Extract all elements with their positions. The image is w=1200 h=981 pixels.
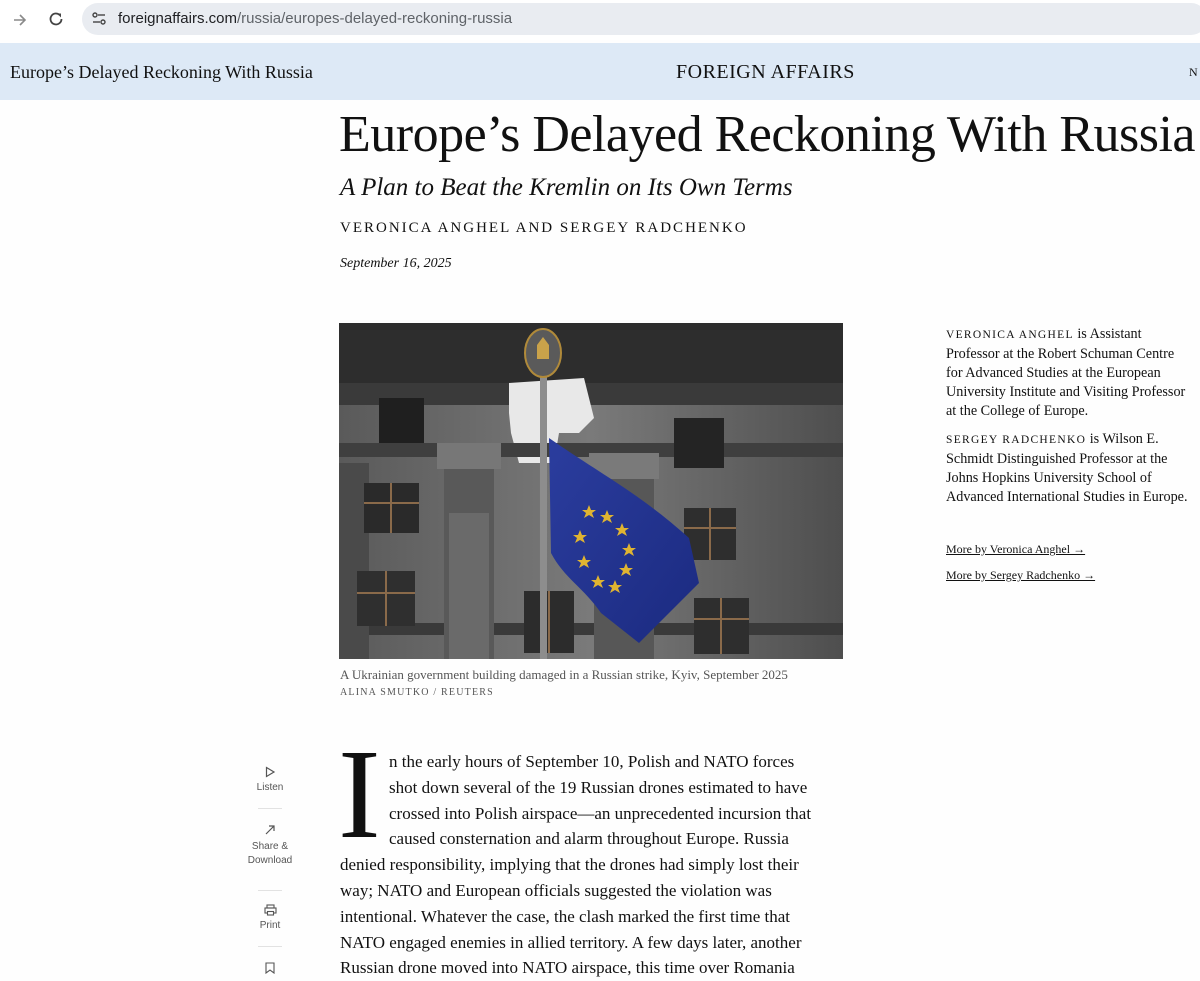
more-by-anghel-link[interactable]: More by Veronica Anghel → bbox=[946, 542, 1086, 556]
listen-label: Listen bbox=[256, 782, 284, 793]
share-download-button[interactable] bbox=[240, 824, 300, 868]
photo-caption: A Ukrainian government building damaged in a Russian strike, Kyiv, September 2025 bbox=[340, 667, 788, 682]
drop-cap: I bbox=[338, 723, 381, 865]
body-line: NATO engaged enemies in allied territory. A few days later, another bbox=[340, 932, 802, 952]
browser-toolbar bbox=[0, 0, 1200, 40]
sticky-site-header bbox=[0, 43, 1200, 100]
bio-name: SERGEY RADCHENKO bbox=[946, 434, 1087, 446]
building-flag-illustration bbox=[339, 323, 843, 659]
share-label: Share & Download bbox=[247, 841, 293, 866]
article-body-paragraph bbox=[340, 749, 840, 981]
bio-text: is Assistant Professor at the Robert Schuman Centre for Advanced Studies at the European University Institute and Visiting Professor at the College of Europe. bbox=[946, 326, 1186, 419]
play-icon bbox=[264, 766, 276, 778]
body-line: intentional. Whatever the case, the clash marked the first time that bbox=[340, 906, 791, 926]
header-article-title: Europe’s Delayed Reckoning With Russia bbox=[10, 62, 313, 82]
bookmark-icon bbox=[265, 962, 275, 974]
site-info-icon[interactable] bbox=[90, 10, 108, 28]
reload-icon[interactable] bbox=[46, 9, 66, 29]
publish-date: September 16, 2025 bbox=[340, 256, 452, 271]
url-text[interactable] bbox=[118, 10, 512, 27]
url-domain: foreignaffairs.com bbox=[118, 10, 237, 27]
tool-divider bbox=[258, 890, 282, 891]
address-bar[interactable] bbox=[82, 3, 1200, 35]
printer-icon bbox=[264, 904, 277, 916]
header-menu-cut[interactable]: N bbox=[1189, 65, 1198, 79]
article-title: Europe’s Delayed Reckoning With Russia bbox=[339, 106, 1196, 163]
listen-button[interactable] bbox=[240, 766, 300, 793]
site-logo[interactable]: FOREIGN AFFAIRS bbox=[676, 61, 855, 83]
body-line: shot down several of the 19 Russian drones estimated to have bbox=[389, 777, 808, 797]
save-button[interactable] bbox=[240, 962, 300, 978]
body-line: Russian drone moved into NATO airspace, this time over Romania bbox=[340, 958, 795, 978]
print-button[interactable] bbox=[240, 904, 300, 931]
body-line: n the early hours of September 10, Polish and NATO forces bbox=[389, 752, 795, 771]
forward-arrow-icon[interactable] bbox=[10, 10, 30, 30]
tool-divider bbox=[258, 808, 282, 809]
tool-divider bbox=[258, 946, 282, 947]
share-arrow-icon bbox=[264, 824, 276, 836]
body-line: crossed into Polish airspace—an unprecedented incursion that bbox=[389, 803, 812, 823]
lead-photo bbox=[339, 323, 843, 659]
photo-credit: ALINA SMUTKO / REUTERS bbox=[340, 687, 494, 698]
article-authors[interactable]: VERONICA ANGHEL AND SERGEY RADCHENKO bbox=[340, 220, 748, 236]
author-bio-anghel bbox=[946, 325, 1191, 421]
more-by-radchenko-link[interactable]: More by Sergey Radchenko → bbox=[946, 568, 1096, 582]
bio-text: is Wilson E. Schmidt Distinguished Professor at the Johns Hopkins University School of Advanced International Studies in Europe. bbox=[946, 431, 1188, 505]
print-label: Print bbox=[259, 920, 281, 931]
url-path: /russia/europes-delayed-reckoning-russia bbox=[236, 10, 513, 27]
body-line: way; NATO and European officials suggested the violation was bbox=[340, 880, 772, 900]
author-bio-radchenko bbox=[946, 430, 1191, 507]
body-line: denied responsibility, implying that the drones had simply lost their bbox=[340, 855, 799, 875]
body-line: caused consternation and alarm throughout Europe. Russia bbox=[389, 829, 789, 849]
bio-name: VERONICA ANGHEL bbox=[946, 329, 1074, 341]
article-subtitle: A Plan to Beat the Kremlin on Its Own Terms bbox=[340, 174, 793, 201]
